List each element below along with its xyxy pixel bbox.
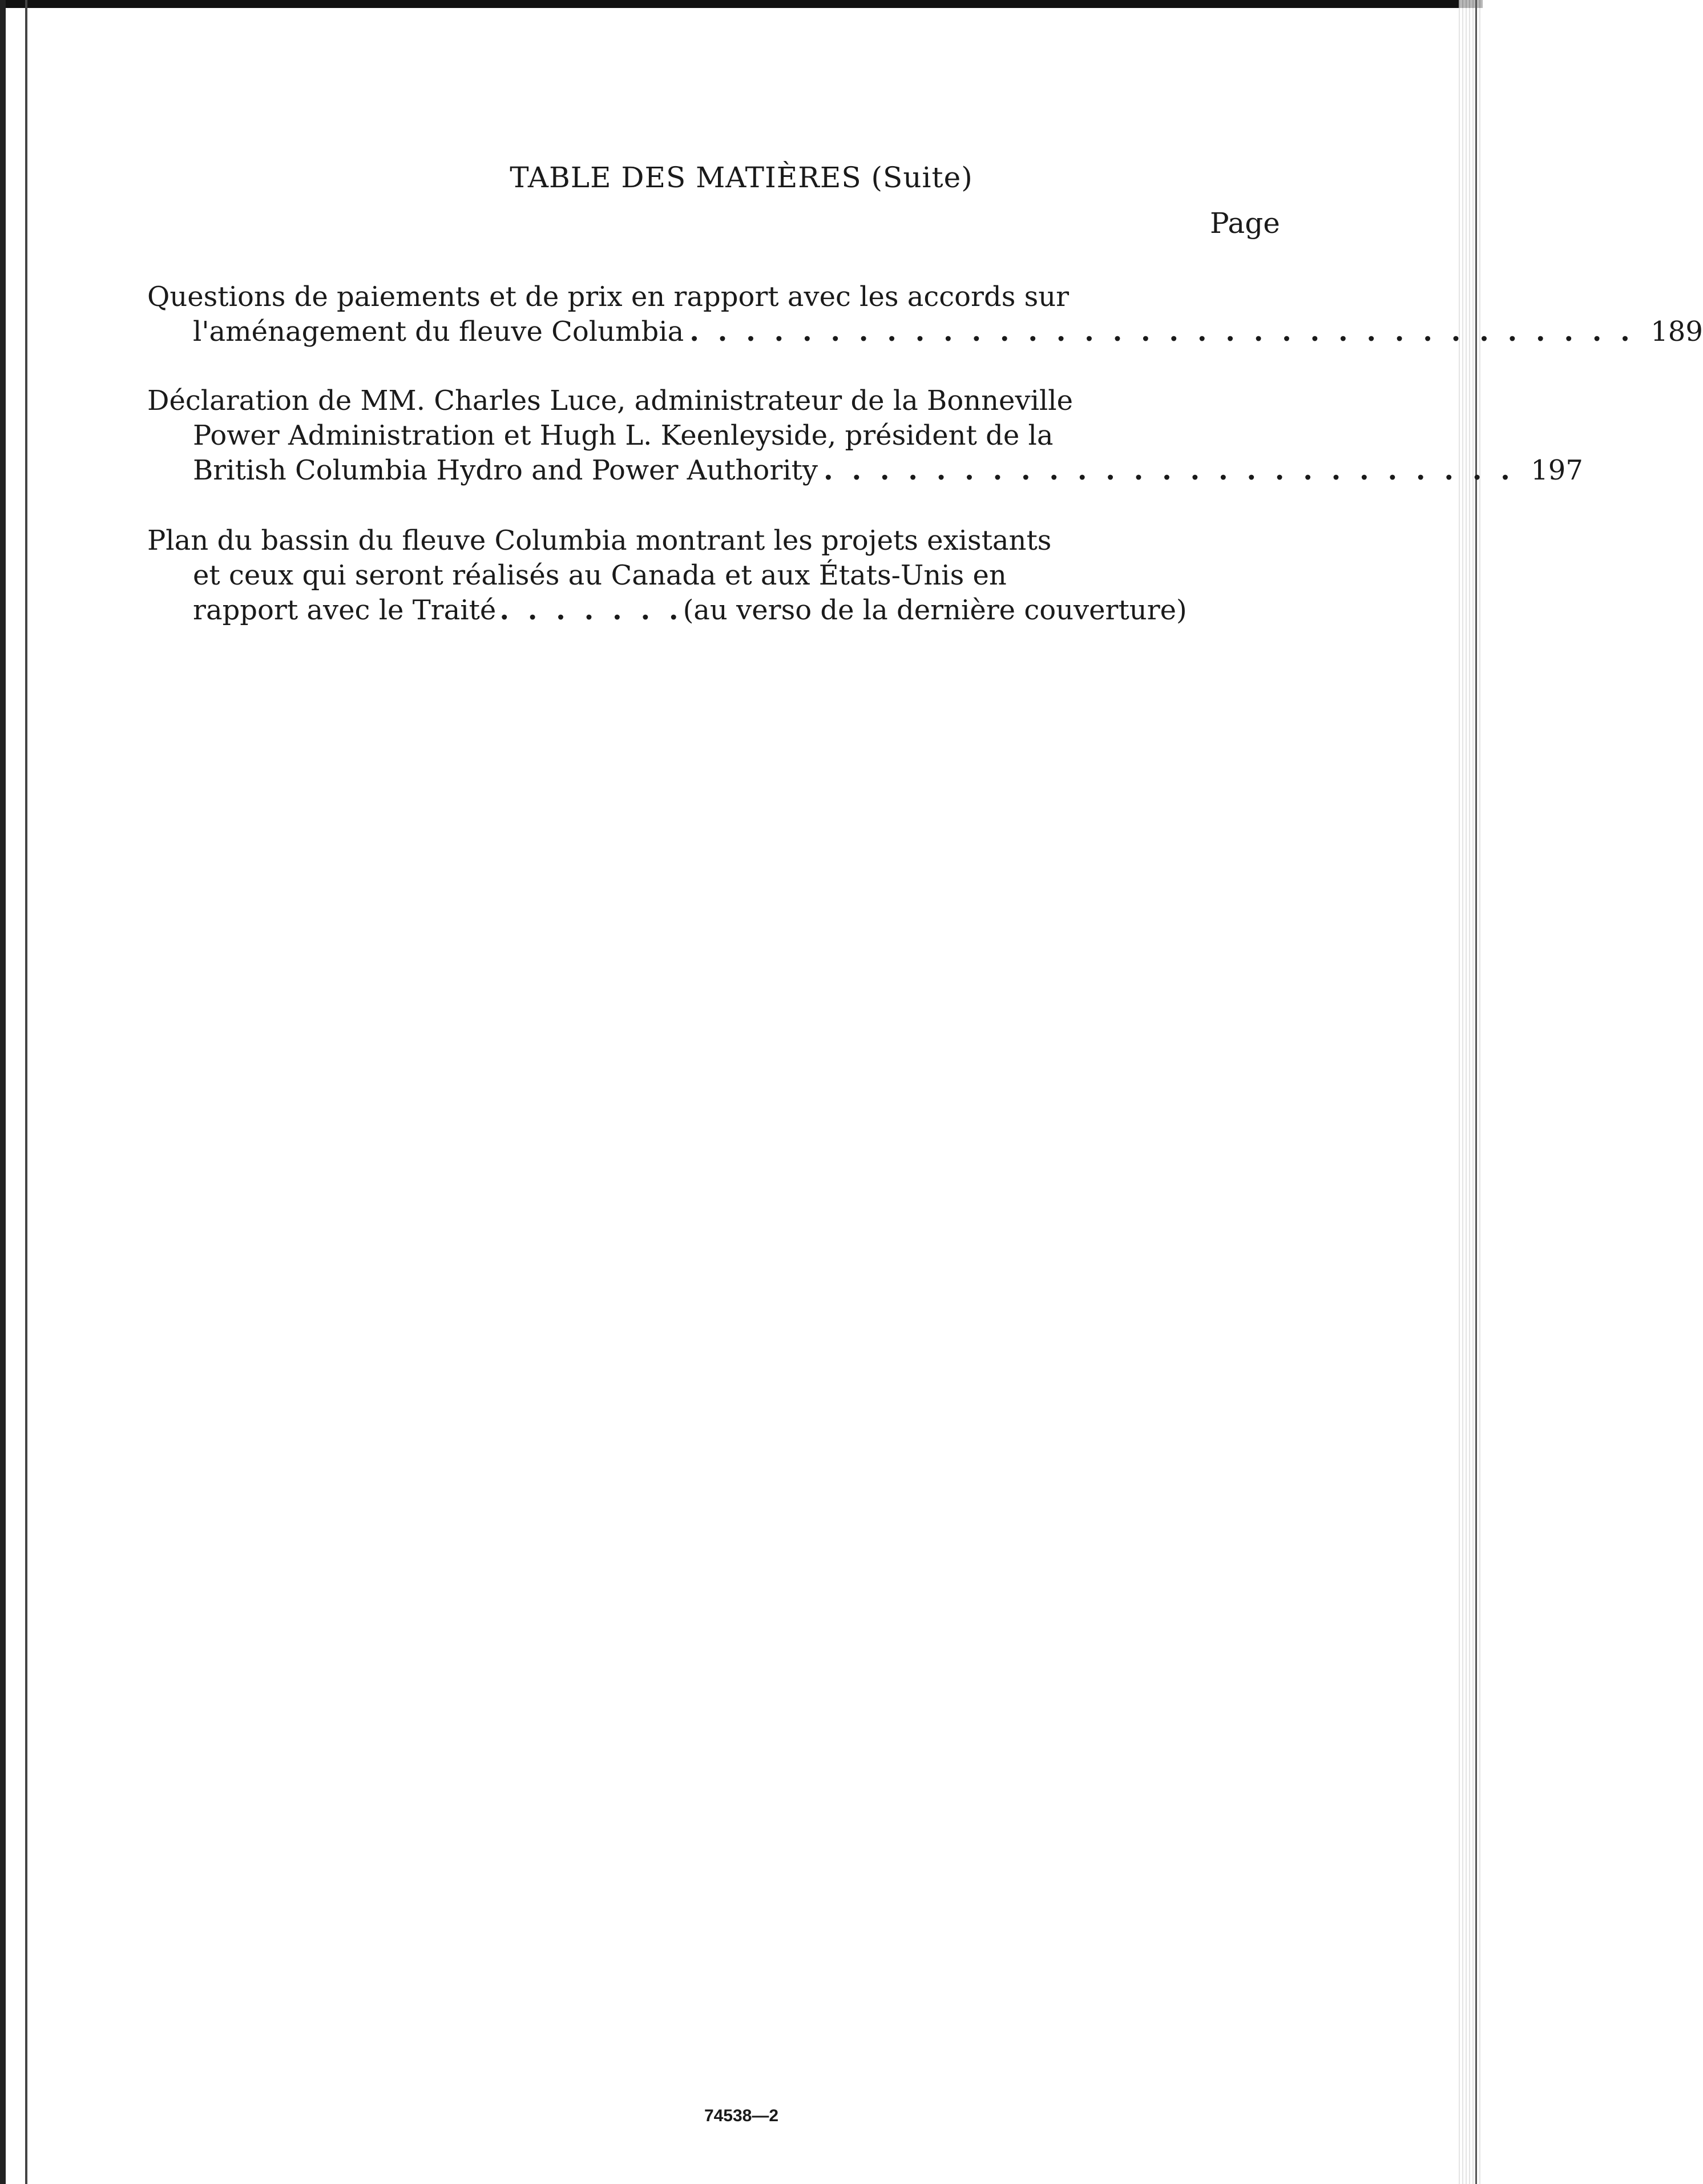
toc-entry-line (147, 384, 1283, 418)
toc-entry-line (147, 315, 1703, 349)
toc-page-number: 197 (1531, 454, 1583, 486)
toc-entry-line (147, 418, 1283, 453)
toc-entry-line (147, 453, 1583, 488)
scan-edge-left (0, 0, 6, 2184)
toc-entry-line (147, 280, 1283, 315)
toc-entry (147, 280, 1703, 349)
printer-signature: 74538—2 (704, 2106, 779, 2125)
toc-entry-line (147, 593, 1283, 628)
page-column-header: Page (1210, 207, 1280, 240)
toc-entry-text: l'aménagement du fleuve Columbia (193, 316, 684, 348)
toc-entry-text: rapport avec le Traité (193, 594, 497, 626)
toc-page-reference: (au verso de la dernière couverture) (683, 594, 1187, 626)
toc-leader-dots: . . . . . . . (499, 594, 683, 626)
page-title: TABLE DES MATIÈRES (Suite) (510, 161, 973, 194)
scan-edge-left-line (25, 0, 27, 2184)
toc-entry-text: et ceux qui seront réalisés au Canada et aux États-Unis en (193, 559, 1007, 591)
toc-entry (147, 523, 1283, 628)
toc-entry-text: British Columbia Hydro and Power Authority (193, 454, 818, 486)
toc-entry-text: Questions de paiements et de prix en rapport avec les accords sur (147, 281, 1070, 313)
toc-entry-text: Power Administration et Hugh L. Keenleyside, président de la (193, 420, 1054, 452)
toc-entry-line (147, 558, 1283, 593)
scan-edge-top (0, 0, 1483, 8)
toc-entry-text: Déclaration de MM. Charles Luce, administrateur de la Bonneville (147, 385, 1074, 417)
toc-leader-dots: . . . . . . . . . . . . . . . . . . . . . . . . . . . . . . . . . . (689, 316, 1635, 348)
toc-entry-text: Plan du bassin du fleuve Columbia montrant les projets existants (147, 525, 1052, 557)
toc-leader-dots: . . . . . . . . . . . . . . . . . . . . . . . . . (824, 454, 1515, 486)
toc-page-number: 189 (1650, 316, 1703, 348)
toc-entry-line (147, 523, 1283, 558)
toc-entry (147, 384, 1583, 488)
